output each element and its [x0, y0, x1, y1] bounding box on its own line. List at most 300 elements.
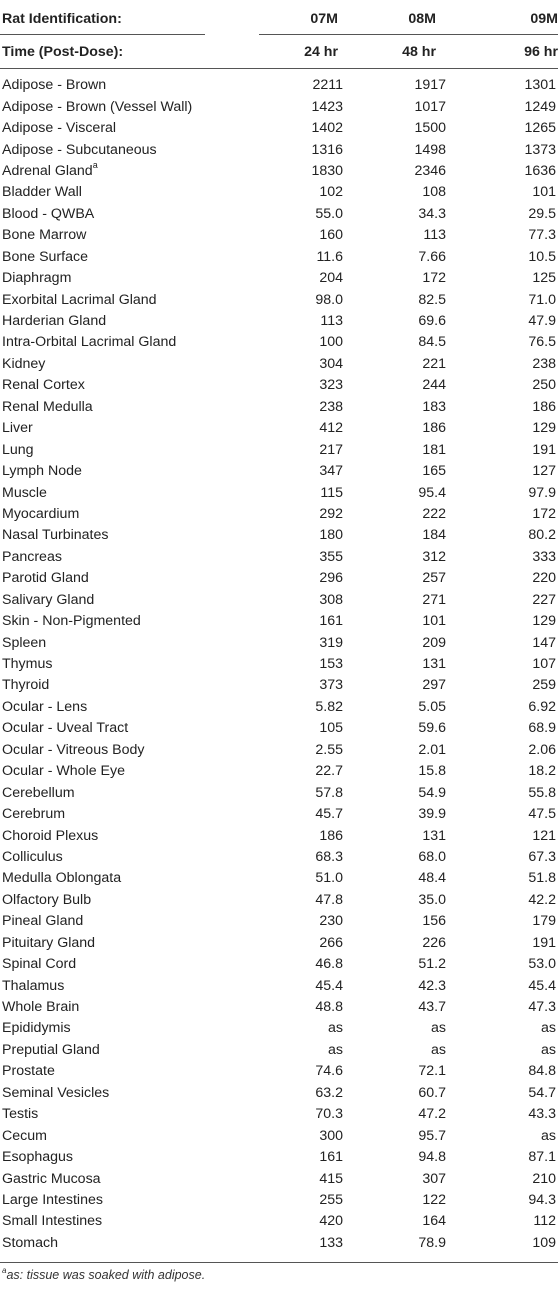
table-row [0, 397, 558, 418]
tissue-name: Pancreas [2, 548, 62, 565]
table-row [0, 868, 558, 889]
table-row [0, 504, 558, 525]
table-row [0, 590, 558, 611]
value-cell-08m: 186 [422, 420, 446, 437]
value-cell-07m: 230 [319, 913, 343, 930]
value-cell-09m: 333 [532, 548, 556, 565]
table-row [0, 96, 558, 117]
value-cell-07m: 55.0 [315, 205, 343, 222]
tissue-name: Thymus [2, 656, 53, 673]
tissue-name-cell [0, 118, 250, 139]
value-cell-09m: 76.5 [528, 334, 556, 351]
table-row [0, 1104, 558, 1125]
value-cell-07m: 46.8 [315, 956, 343, 973]
tissue-name: Adipose - Visceral [2, 120, 117, 137]
value-cell-08m: 7.66 [418, 248, 446, 265]
value-cell-09m: 109 [532, 1234, 556, 1251]
tissue-name: Parotid Gland [2, 570, 89, 587]
table-row [0, 1190, 558, 1211]
value-cell-07m: as [328, 1020, 343, 1037]
value-cell-07m: 238 [319, 398, 343, 415]
tissue-name-cell [0, 975, 250, 996]
footnote-marker: a [92, 160, 98, 171]
value-cell-07m: 100 [319, 334, 343, 351]
value-cell-08m: 69.6 [418, 313, 446, 330]
value-cell-07m: 115 [320, 484, 343, 501]
value-cell-07m: 22.7 [315, 763, 343, 780]
table-row [0, 247, 558, 268]
value-cell-07m: 323 [319, 377, 343, 394]
value-cell-08m: 164 [422, 1213, 446, 1230]
value-cell-09m: 191 [532, 934, 556, 951]
value-cell-08m: 54.9 [418, 784, 446, 801]
tissue-name: Renal Cortex [2, 377, 85, 394]
table-row [0, 1018, 558, 1039]
value-cell-08m: 244 [422, 377, 446, 394]
value-cell-07m: 308 [319, 591, 343, 608]
value-cell-08m: 42.3 [418, 977, 446, 994]
tissue-name: Small Intestines [2, 1213, 103, 1230]
tissue-name-cell [0, 1083, 250, 1104]
tissue-name-cell [0, 75, 250, 96]
value-cell-09m: as [541, 1041, 556, 1058]
value-cell-08m: 226 [422, 934, 446, 951]
tissue-name-cell [0, 997, 250, 1018]
table-row [0, 439, 558, 460]
value-cell-08m: 15.8 [418, 763, 446, 780]
tissue-name-cell [0, 204, 250, 225]
value-cell-08m: 271 [422, 591, 446, 608]
table-row [0, 997, 558, 1018]
table-row [0, 1083, 558, 1104]
table-row [0, 933, 558, 954]
tissue-name-cell [0, 825, 250, 846]
value-cell-09m: 147 [532, 634, 556, 651]
value-cell-09m: 51.8 [528, 870, 556, 887]
value-cell-09m: 112 [533, 1213, 556, 1230]
tissue-name: Cerebrum [2, 806, 66, 823]
tissue-name-cell [0, 1125, 250, 1146]
table-row [0, 225, 558, 246]
value-cell-07m: 160 [319, 227, 343, 244]
table-row [0, 1211, 558, 1232]
value-cell-07m: 180 [319, 527, 343, 544]
value-cell-08m: 307 [422, 1170, 446, 1187]
table-row [0, 182, 558, 203]
value-cell-08m: 131 [422, 827, 446, 844]
tissue-name-cell [0, 311, 250, 332]
value-cell-07m: 113 [320, 313, 343, 330]
value-cell-07m: 1423 [311, 98, 343, 115]
value-cell-07m: 161 [319, 1149, 343, 1166]
value-cell-07m: 5.82 [315, 698, 343, 715]
tissue-name-cell [0, 354, 250, 375]
table-row [0, 482, 558, 503]
header-rat-07m: 07M [310, 10, 338, 27]
tissue-name: Blood - QWBA [2, 205, 95, 222]
value-cell-08m: 1498 [414, 141, 446, 158]
tissue-name-cell [0, 1211, 250, 1232]
tissue-name-cell [0, 504, 250, 525]
value-cell-08m: as [431, 1041, 446, 1058]
tissue-name-cell [0, 568, 250, 589]
value-cell-08m: 108 [422, 184, 446, 201]
value-cell-09m: 172 [532, 505, 556, 522]
tissue-name: Adipose - Subcutaneous [2, 141, 157, 158]
value-cell-07m: 1830 [311, 162, 343, 179]
tissue-name: Adrenal Gland [2, 162, 93, 179]
table-footnote [2, 1265, 206, 1282]
tissue-name-cell [0, 847, 250, 868]
tissue-name: Myocardium [2, 505, 80, 522]
value-cell-08m: 95.7 [418, 1127, 446, 1144]
value-cell-08m: 43.7 [418, 999, 446, 1016]
tissue-name: Skin - Non-Pigmented [2, 613, 141, 630]
top-rule-right [259, 34, 558, 35]
value-cell-07m: 1316 [311, 141, 343, 158]
top-rule-left [0, 34, 205, 35]
table-row [0, 761, 558, 782]
table-row [0, 1061, 558, 1082]
value-cell-09m: 80.2 [528, 527, 556, 544]
value-cell-09m: 107 [532, 656, 556, 673]
tissue-name: Epididymis [2, 1020, 71, 1037]
tissue-name: Esophagus [2, 1149, 73, 1166]
table-row [0, 1147, 558, 1168]
tissue-name: Choroid Plexus [2, 827, 99, 844]
value-cell-08m: 312 [422, 548, 446, 565]
value-cell-09m: 1373 [524, 141, 556, 158]
table-row [0, 1168, 558, 1189]
tissue-name-cell [0, 482, 250, 503]
value-cell-09m: 55.8 [528, 784, 556, 801]
tissue-name: Exorbital Lacrimal Gland [2, 291, 157, 308]
tissue-name: Medulla Oblongata [2, 870, 122, 887]
value-cell-07m: 45.4 [315, 977, 343, 994]
table-row [0, 332, 558, 353]
value-cell-08m: 297 [422, 677, 446, 694]
value-cell-07m: 300 [319, 1127, 343, 1144]
tissue-name: Preputial Gland [2, 1041, 100, 1058]
table-row [0, 740, 558, 761]
tissue-name-cell [0, 418, 250, 439]
value-cell-07m: 74.6 [315, 1063, 343, 1080]
table-row [0, 525, 558, 546]
value-cell-08m: 156 [422, 913, 446, 930]
value-cell-08m: 5.05 [418, 698, 446, 715]
table-row [0, 675, 558, 696]
table-row [0, 118, 558, 139]
value-cell-08m: 209 [422, 634, 446, 651]
value-cell-07m: 63.2 [315, 1084, 343, 1101]
footnote-marker: a [2, 1265, 7, 1275]
table-row [0, 461, 558, 482]
value-cell-09m: 250 [532, 377, 556, 394]
value-cell-07m: 153 [319, 656, 343, 673]
tissue-name: Thyroid [2, 677, 50, 694]
value-cell-08m: 59.6 [418, 720, 446, 737]
tissue-name: Bone Marrow [2, 227, 87, 244]
tissue-name: Colliculus [2, 848, 63, 865]
value-cell-07m: 11.6 [316, 248, 343, 265]
value-cell-09m: 220 [532, 570, 556, 587]
table-row [0, 568, 558, 589]
value-cell-08m: 94.8 [418, 1149, 446, 1166]
value-cell-08m: 1500 [414, 120, 446, 137]
tissue-name-cell [0, 225, 250, 246]
value-cell-09m: as [541, 1127, 556, 1144]
tissue-name: Ocular - Lens [2, 698, 88, 715]
value-cell-09m: 53.0 [528, 956, 556, 973]
tissue-name: Liver [2, 420, 33, 437]
value-cell-09m: 47.5 [528, 806, 556, 823]
value-cell-07m: 57.8 [315, 784, 343, 801]
value-cell-07m: 1402 [311, 120, 343, 137]
value-cell-09m: 121 [532, 827, 556, 844]
value-cell-07m: 161 [319, 613, 343, 630]
table-row [0, 1233, 558, 1254]
tissue-name-cell [0, 1190, 250, 1211]
tissue-name: Thalamus [2, 977, 65, 994]
value-cell-07m: 319 [319, 634, 343, 651]
value-cell-09m: 1301 [524, 77, 556, 94]
value-cell-08m: 122 [422, 1191, 446, 1208]
tissue-name-cell [0, 547, 250, 568]
table-row [0, 354, 558, 375]
value-cell-09m: 67.3 [528, 848, 556, 865]
table-row [0, 289, 558, 310]
value-cell-08m: 51.2 [418, 956, 446, 973]
tissue-name-cell [0, 804, 250, 825]
tissue-name: Cerebellum [2, 784, 75, 801]
tissue-name-cell [0, 182, 250, 203]
value-cell-09m: 18.2 [528, 763, 556, 780]
tissue-name: Bladder Wall [2, 184, 82, 201]
tissue-name-cell [0, 868, 250, 889]
tissue-name-cell [0, 525, 250, 546]
tissue-name-cell [0, 1018, 250, 1039]
value-cell-07m: 373 [319, 677, 343, 694]
value-cell-08m: 2346 [414, 162, 446, 179]
header-time-96hr: 96 hr [524, 44, 558, 60]
value-cell-07m: 48.8 [315, 999, 343, 1016]
tissue-name-cell [0, 718, 250, 739]
value-cell-07m: 420 [319, 1213, 343, 1230]
table-row [0, 375, 558, 396]
value-cell-09m: 1265 [524, 120, 556, 137]
value-cell-09m: 1249 [524, 98, 556, 115]
table-row [0, 890, 558, 911]
value-cell-09m: 84.8 [528, 1063, 556, 1080]
tissue-name-cell [0, 461, 250, 482]
tissue-name: Seminal Vesicles [2, 1084, 110, 1101]
table-bottom-rule [0, 1262, 558, 1263]
table-row [0, 697, 558, 718]
value-cell-09m: 87.1 [528, 1149, 556, 1166]
value-cell-08m: 82.5 [418, 291, 446, 308]
value-cell-09m: 186 [532, 398, 556, 415]
value-cell-08m: 34.3 [418, 205, 446, 222]
value-cell-07m: 68.3 [315, 848, 343, 865]
header-time-24hr: 24 hr [304, 44, 338, 60]
tissue-name-cell [0, 397, 250, 418]
value-cell-09m: 259 [532, 677, 556, 694]
tissue-name-cell [0, 933, 250, 954]
value-cell-09m: 97.9 [528, 484, 556, 501]
table-row [0, 75, 558, 96]
value-cell-08m: 72.1 [418, 1063, 446, 1080]
value-cell-09m: 47.9 [528, 313, 556, 330]
tissue-name-cell [0, 1168, 250, 1189]
value-cell-07m: 98.0 [315, 291, 343, 308]
value-cell-09m: 10.5 [528, 248, 556, 265]
value-cell-09m: as [541, 1020, 556, 1037]
tissue-name: Adipose - Brown (Vessel Wall) [2, 98, 193, 115]
value-cell-08m: 1917 [414, 77, 446, 94]
value-cell-08m: 48.4 [418, 870, 446, 887]
value-cell-09m: 6.92 [528, 698, 556, 715]
value-cell-08m: 221 [422, 355, 446, 372]
tissue-name-cell [0, 890, 250, 911]
tissue-name-cell [0, 1147, 250, 1168]
tissue-name-cell [0, 654, 250, 675]
value-cell-07m: 412 [319, 420, 343, 437]
tissue-name: Olfactory Bulb [2, 891, 92, 908]
value-cell-09m: 42.2 [528, 891, 556, 908]
tissue-name: Bone Surface [2, 248, 88, 265]
tissue-name: Renal Medulla [2, 398, 93, 415]
value-cell-09m: 210 [532, 1170, 556, 1187]
header-rat-09m: 09M [530, 10, 558, 27]
tissue-name-cell [0, 247, 250, 268]
tissue-name: Lung [2, 441, 34, 458]
value-cell-09m: 47.3 [528, 999, 556, 1016]
table-row [0, 1040, 558, 1061]
value-cell-08m: 60.7 [418, 1084, 446, 1101]
value-cell-07m: as [328, 1041, 343, 1058]
table-row [0, 611, 558, 632]
table-row [0, 204, 558, 225]
tissue-name-cell [0, 268, 250, 289]
tissue-name-cell [0, 1040, 250, 1061]
value-cell-08m: 113 [423, 227, 446, 244]
header-time-48hr: 48 hr [402, 44, 436, 60]
table-row [0, 632, 558, 653]
tissue-name-cell [0, 675, 250, 696]
value-cell-08m: 165 [422, 463, 446, 480]
value-cell-09m: 71.0 [528, 291, 556, 308]
value-cell-07m: 2.55 [315, 741, 343, 758]
tissue-name: Pituitary Gland [2, 934, 96, 951]
table-row [0, 954, 558, 975]
value-cell-07m: 415 [319, 1170, 343, 1187]
value-cell-09m: 77.3 [528, 227, 556, 244]
tissue-name-cell [0, 611, 250, 632]
value-cell-08m: 222 [422, 505, 446, 522]
value-cell-08m: as [431, 1020, 446, 1037]
value-cell-09m: 94.3 [528, 1191, 556, 1208]
tissue-name-cell [0, 590, 250, 611]
value-cell-08m: 39.9 [418, 806, 446, 823]
value-cell-09m: 101 [532, 184, 556, 201]
tissue-name: Testis [2, 1106, 39, 1123]
value-cell-07m: 304 [319, 355, 343, 372]
value-cell-09m: 29.5 [528, 205, 556, 222]
tissue-name-cell [0, 375, 250, 396]
tissue-name: Diaphragm [2, 270, 72, 287]
tissue-name-cell [0, 96, 250, 117]
tissue-name-cell [0, 439, 250, 460]
value-cell-09m: 191 [532, 441, 556, 458]
tissue-name-cell [0, 954, 250, 975]
tissue-name-cell [0, 1061, 250, 1082]
value-cell-07m: 292 [319, 505, 343, 522]
value-cell-08m: 181 [422, 441, 446, 458]
tissue-name: Kidney [2, 355, 46, 372]
value-cell-09m: 1636 [524, 162, 556, 179]
table-row [0, 268, 558, 289]
tissue-name: Whole Brain [2, 999, 80, 1016]
tissue-name: Ocular - Whole Eye [2, 763, 125, 780]
tissue-name: Spinal Cord [2, 956, 77, 973]
table-row [0, 654, 558, 675]
tissue-name: Pineal Gland [2, 913, 84, 930]
table-row [0, 782, 558, 803]
value-cell-07m: 70.3 [315, 1106, 343, 1123]
value-cell-08m: 101 [422, 613, 446, 630]
value-cell-08m: 78.9 [418, 1234, 446, 1251]
tissue-name: Adipose - Brown [2, 77, 107, 94]
tissue-name: Lymph Node [2, 463, 82, 480]
value-cell-07m: 296 [319, 570, 343, 587]
value-cell-08m: 184 [422, 527, 446, 544]
value-cell-07m: 2211 [312, 77, 343, 94]
value-cell-07m: 102 [319, 184, 343, 201]
value-cell-07m: 255 [319, 1191, 343, 1208]
value-cell-09m: 68.9 [528, 720, 556, 737]
value-cell-07m: 105 [319, 720, 343, 737]
header-rat-08m: 08M [408, 10, 436, 27]
value-cell-07m: 217 [319, 441, 343, 458]
value-cell-08m: 47.2 [418, 1106, 446, 1123]
value-cell-09m: 238 [532, 355, 556, 372]
tissue-name: Spleen [2, 634, 47, 651]
value-cell-08m: 183 [422, 398, 446, 415]
header-bottom-rule [0, 68, 558, 69]
table-body [0, 67, 558, 1254]
value-cell-09m: 43.3 [528, 1106, 556, 1123]
value-cell-08m: 2.01 [418, 741, 446, 758]
tissue-name: Stomach [2, 1234, 58, 1251]
tissue-name: Intra-Orbital Lacrimal Gland [2, 334, 177, 351]
value-cell-09m: 2.06 [528, 741, 556, 758]
header-row-time [0, 37, 558, 67]
table-row [0, 804, 558, 825]
tissue-name: Cecum [2, 1127, 47, 1144]
tissue-name: Ocular - Vitreous Body [2, 741, 145, 758]
tissue-name: Prostate [2, 1063, 55, 1080]
table-row [0, 825, 558, 846]
value-cell-07m: 266 [319, 934, 343, 951]
value-cell-08m: 95.4 [418, 484, 446, 501]
value-cell-08m: 131 [422, 656, 446, 673]
header-row-rat-id [0, 0, 558, 37]
table-row [0, 911, 558, 932]
table-row [0, 975, 558, 996]
table-row [0, 847, 558, 868]
tissue-name: Gastric Mucosa [2, 1170, 101, 1187]
value-cell-09m: 179 [532, 913, 556, 930]
